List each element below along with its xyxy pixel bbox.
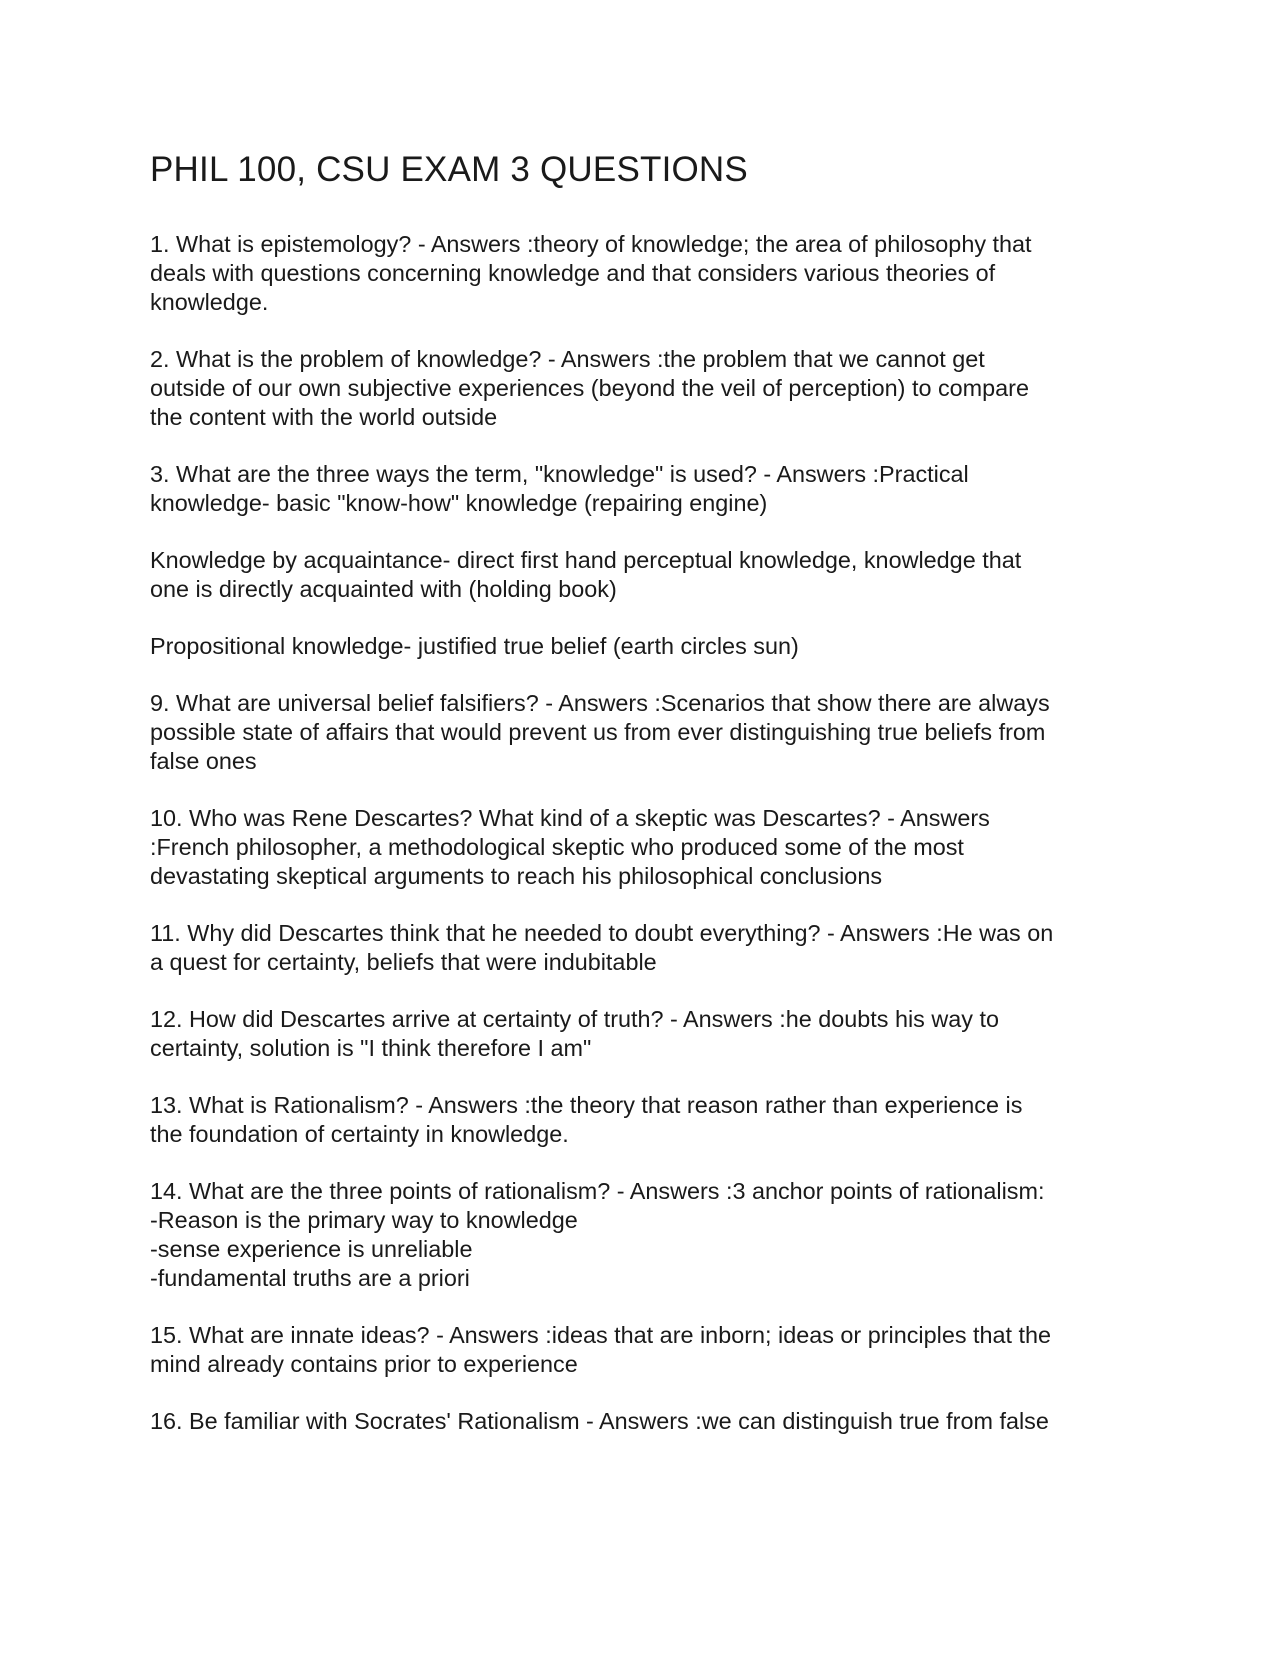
text-line: 16. Be familiar with Socrates' Rationalism - Answers :we can distinguish true from false (150, 1408, 1049, 1434)
question-block (150, 1321, 1130, 1379)
text-line: Propositional knowledge- justified true belief (earth circles sun) (150, 633, 799, 659)
question-block (150, 804, 1130, 891)
text-line: -fundamental truths are a priori (150, 1265, 470, 1291)
text-line: possible state of affairs that would prevent us from ever distinguishing true beliefs from (150, 719, 1046, 745)
text-line: 12. How did Descartes arrive at certainty of truth? - Answers :he doubts his way to (150, 1006, 999, 1032)
question-block (150, 1091, 1130, 1149)
text-line: knowledge. (150, 289, 269, 315)
question-block (150, 1177, 1130, 1293)
text-line: 1. What is epistemology? - Answers :theory of knowledge; the area of philosophy that (150, 231, 1032, 257)
question-list (150, 230, 1130, 1436)
text-line: knowledge- basic "know-how" knowledge (repairing engine) (150, 490, 768, 516)
text-line: mind already contains prior to experience (150, 1351, 578, 1377)
question-block (150, 689, 1130, 776)
text-line: 14. What are the three points of rationalism? - Answers :3 anchor points of rationalism: (150, 1178, 1045, 1204)
question-block (150, 230, 1130, 317)
text-line: -Reason is the primary way to knowledge (150, 1207, 578, 1233)
text-line: 9. What are universal belief falsifiers? - Answers :Scenarios that show there are always (150, 690, 1050, 716)
text-line: 15. What are innate ideas? - Answers :ideas that are inborn; ideas or principles that the (150, 1322, 1052, 1348)
text-line: the foundation of certainty in knowledge. (150, 1121, 569, 1147)
text-line: the content with the world outside (150, 404, 498, 430)
page-title: PHIL 100, CSU EXAM 3 QUESTIONS (150, 150, 748, 189)
text-line: certainty, solution is "I think therefore I am" (150, 1035, 592, 1061)
text-line: -sense experience is unreliable (150, 1236, 473, 1262)
text-line: 11. Why did Descartes think that he needed to doubt everything? - Answers :He was on (150, 920, 1054, 946)
text-line: 10. Who was Rene Descartes? What kind of a skeptic was Descartes? - Answers (150, 805, 990, 831)
text-line: devastating skeptical arguments to reach his philosophical conclusions (150, 863, 883, 889)
text-line: false ones (150, 748, 257, 774)
text-line: :French philosopher, a methodological skeptic who produced some of the most (150, 834, 964, 860)
question-block (150, 546, 1130, 604)
question-block (150, 632, 1130, 661)
question-block (150, 1407, 1130, 1436)
text-line: 3. What are the three ways the term, "knowledge" is used? - Answers :Practical (150, 461, 969, 487)
text-line: deals with questions concerning knowledge and that considers various theories of (150, 260, 996, 286)
question-block (150, 345, 1130, 432)
document-page (150, 148, 1130, 1464)
question-block (150, 460, 1130, 518)
question-block (150, 1005, 1130, 1063)
text-line: outside of our own subjective experiences (beyond the veil of perception) to compare (150, 375, 1029, 401)
text-line: Knowledge by acquaintance- direct first hand perceptual knowledge, knowledge that (150, 547, 1022, 573)
text-line: 13. What is Rationalism? - Answers :the theory that reason rather than experience is (150, 1092, 1023, 1118)
question-block (150, 919, 1130, 977)
text-line: one is directly acquainted with (holding book) (150, 576, 617, 602)
text-line: a quest for certainty, beliefs that were indubitable (150, 949, 657, 975)
text-line: 2. What is the problem of knowledge? - Answers :the problem that we cannot get (150, 346, 985, 372)
